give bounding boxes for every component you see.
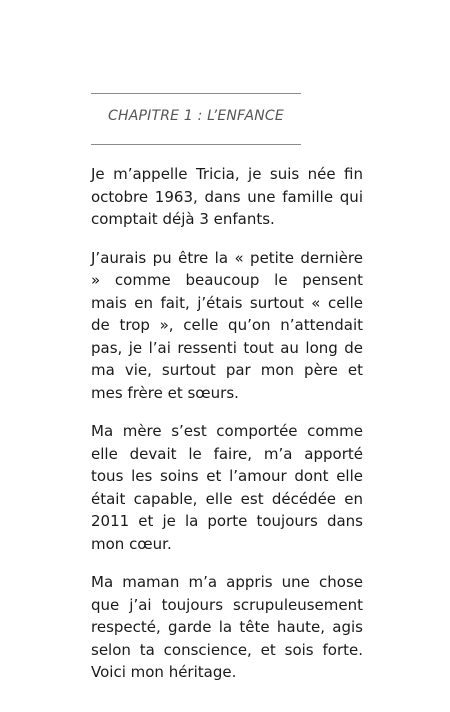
paragraph-1: Je m’appelle Tricia, je suis née fin octobre 1963, dans une famille qui comptait déjà 3 enfants.: [91, 165, 363, 228]
paragraph-2: J’aurais pu être la « petite dernière » comme beaucoup le pensent mais en fait, j’étais surtout « celle de trop », celle qu’on n’attendait pas, je l’ai ressenti tout au long de ma vie, surtout par mon père et mes frère et sœurs.: [91, 248, 363, 402]
chapter-rule-bottom: [91, 144, 301, 145]
chapter-body: [91, 163, 363, 700]
paragraph-3: Ma mère s’est comportée comme elle devait le faire, m’a apporté tous les soins et l’amour dont elle était capable, elle est décédée en 2011 et je la porte toujours dans mon cœur.: [91, 422, 363, 553]
chapter-rule-top: [91, 93, 301, 94]
chapter-title: CHAPITRE 1 : L’ENFANCE: [108, 108, 284, 124]
paragraph-4: Ma maman m’a appris une chose que j’ai toujours scrupuleusement respecté, garde la tête haute, agis selon ta conscience, et sois forte. Voici mon héritage.: [91, 573, 363, 681]
